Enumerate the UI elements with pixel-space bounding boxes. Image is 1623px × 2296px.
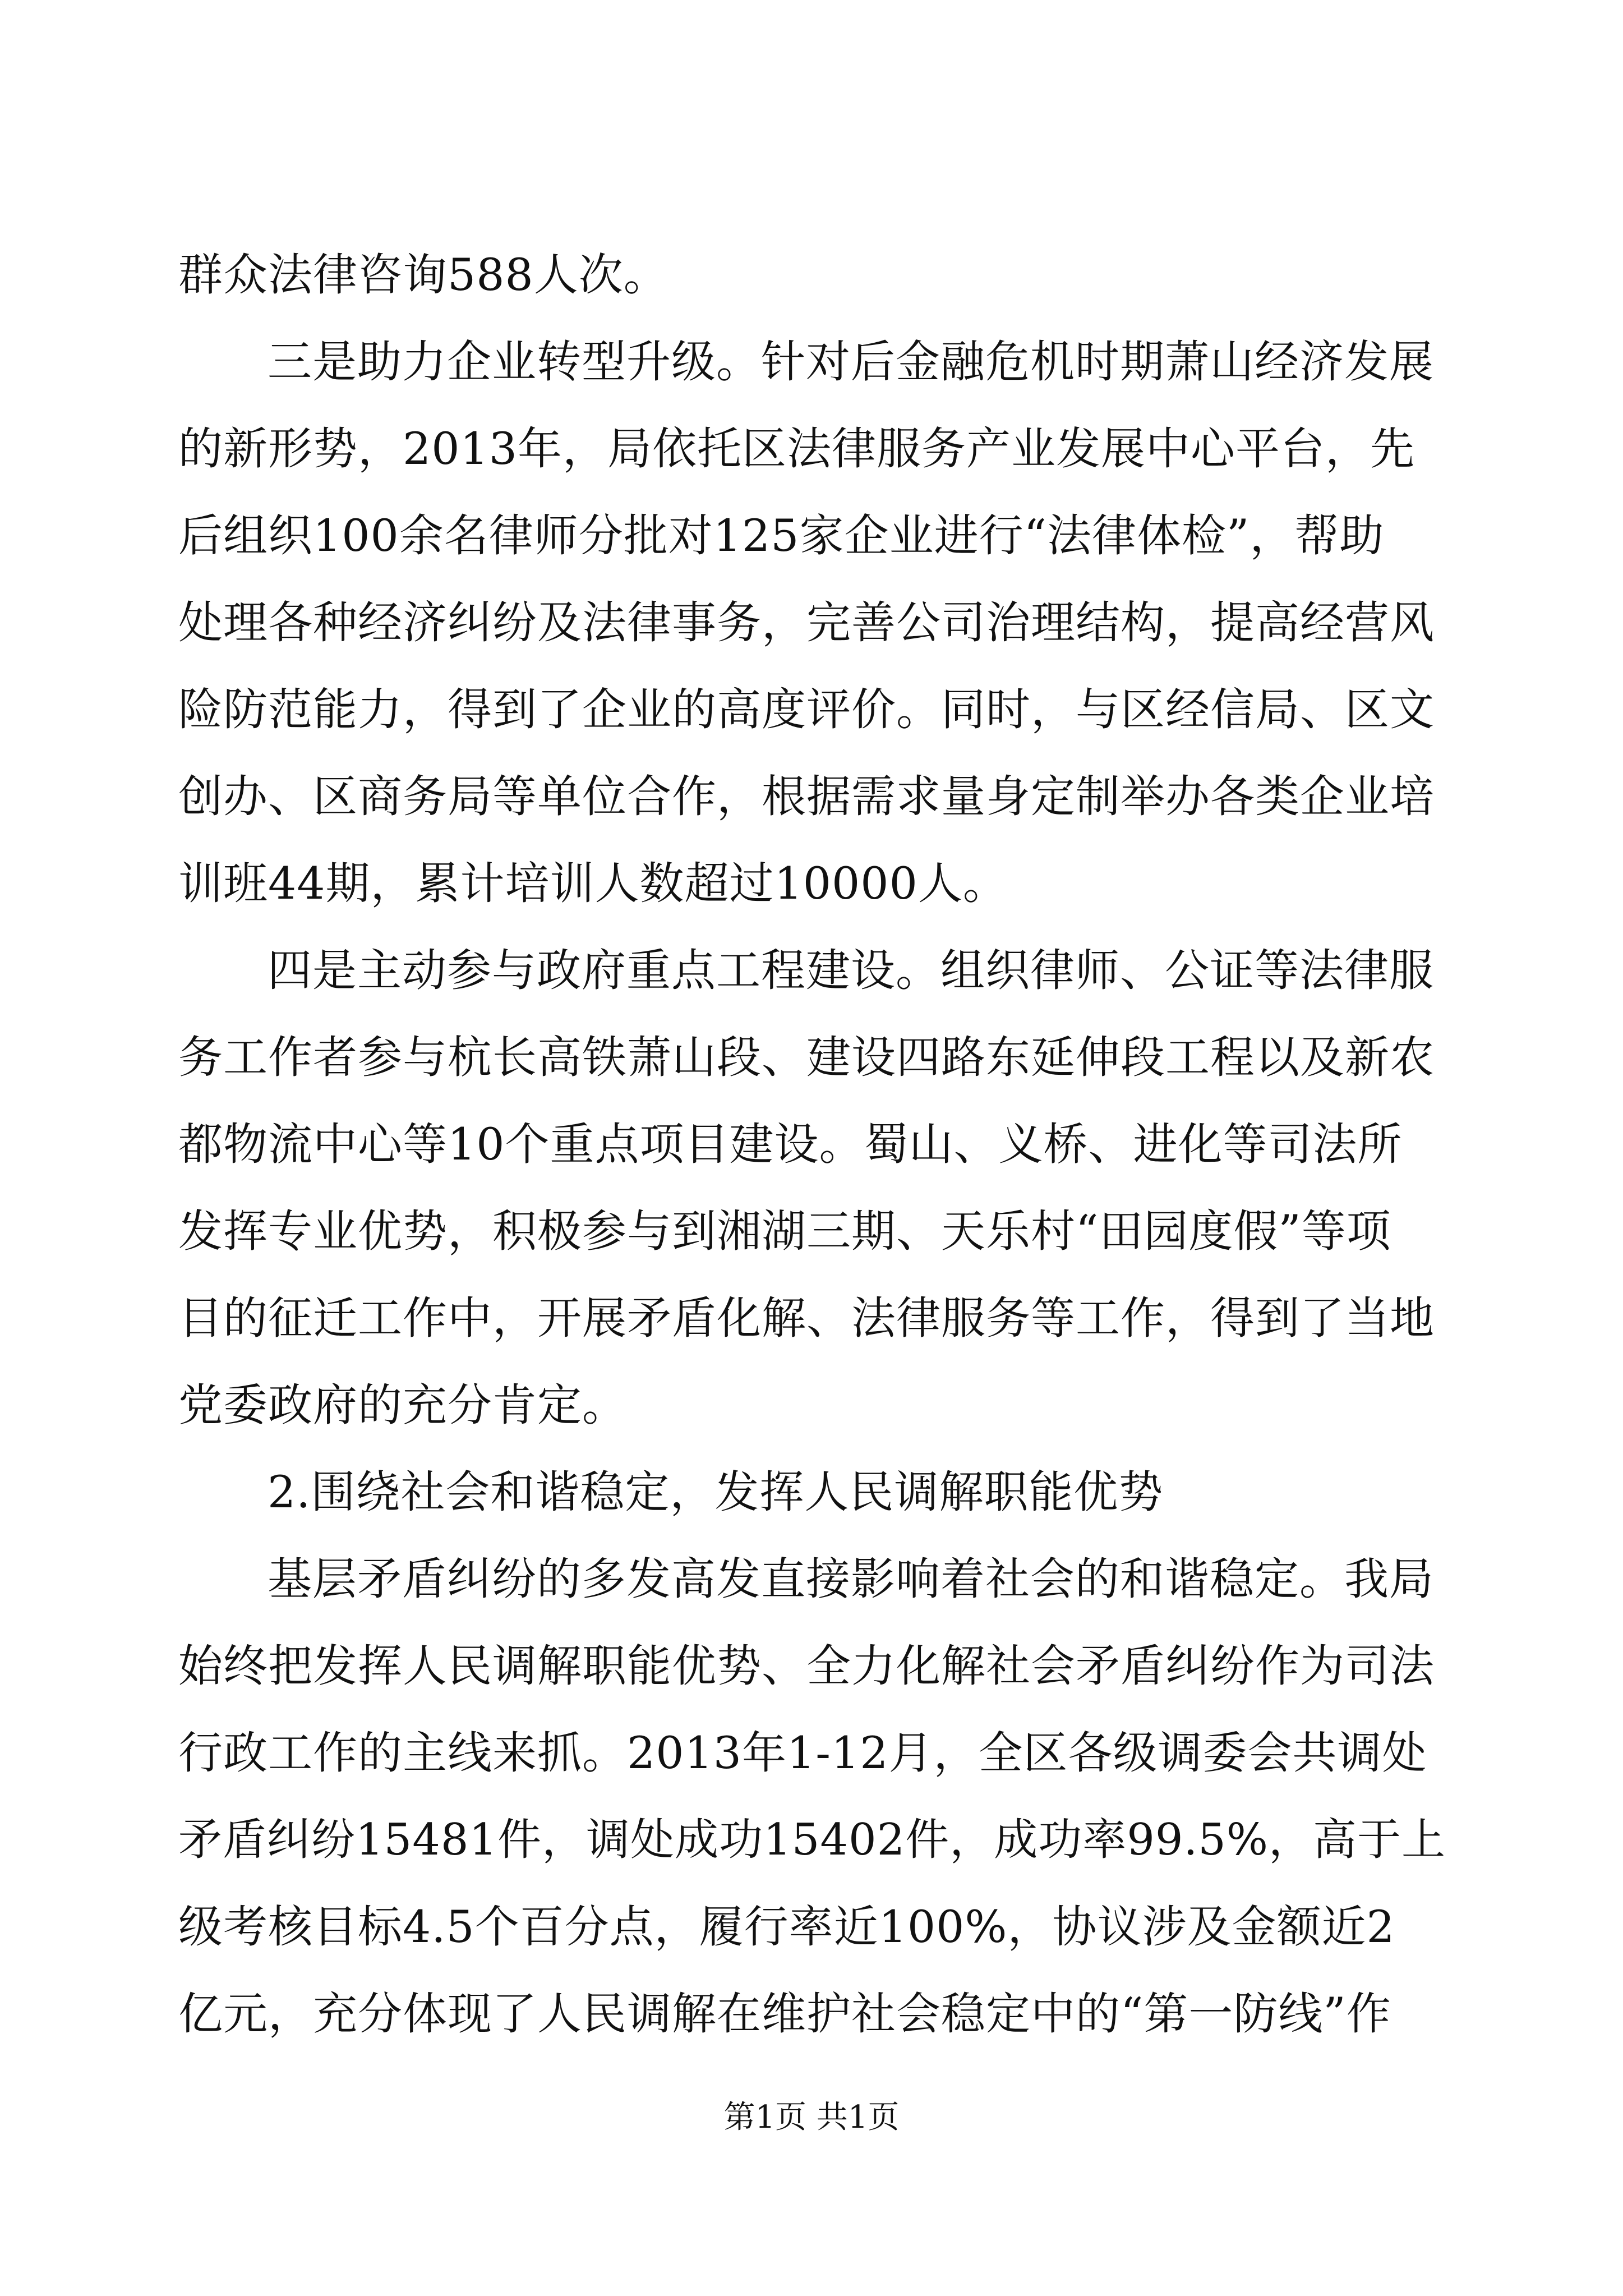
- text-line: 矛盾纠纷15481件，调处成功15402件，成功率99.5%，高于上: [178, 1815, 1446, 1865]
- text-line: 创办、区商务局等单位合作，根据需求量身定制举办各类企业培: [178, 771, 1435, 822]
- text-line: 亿元，充分体现了人民调解在维护社会稳定中的“第一防线”作: [178, 1988, 1391, 2040]
- paragraph-start-line: 三是助力企业转型升级。针对后金融危机时期萧山经济发展: [268, 336, 1434, 388]
- paragraph-start-line: 基层矛盾纠纷的多发高发直接影响着社会的和谐稳定。我局: [268, 1553, 1434, 1605]
- text-line: 发挥专业优势，积极参与到湘湖三期、天乐村“田园度假”等项: [178, 1205, 1391, 1257]
- section-heading: 2.围绕社会和谐稳定，发挥人民调解职能优势: [268, 1466, 1164, 1518]
- page-footer: 第1页 共1页: [723, 2099, 900, 2136]
- text-line: 都物流中心等10个重点项目建设。蜀山、义桥、进化等司法所: [178, 1119, 1403, 1170]
- text-line: 险防范能力，得到了企业的高度评价。同时，与区经信局、区文: [178, 684, 1435, 735]
- text-line: 级考核目标4.5个百分点，履行率近100%，协议涉及金额近2: [178, 1901, 1395, 1953]
- text-line: 的新形势，2013年，局依托区法律服务产业发展中心平台，先: [178, 423, 1415, 475]
- text-line: 训班44期，累计培训人数超过10000人。: [178, 858, 1008, 909]
- text-line: 群众法律咨询588人次。: [178, 249, 668, 301]
- text-line: 处理各种经济纠纷及法律事务，完善公司治理结构，提高经营风: [178, 597, 1435, 648]
- text-line: 后组织100余名律师分批对125家企业进行“法律体检”，帮助: [178, 510, 1385, 562]
- text-line: 始终把发挥人民调解职能优势、全力化解社会矛盾纠纷作为司法: [178, 1640, 1435, 1692]
- paragraph-start-line: 四是主动参与政府重点工程建设。组织律师、公证等法律服: [268, 945, 1434, 996]
- text-line: 务工作者参与杭长高铁萧山段、建设四路东延伸段工程以及新农: [178, 1032, 1435, 1083]
- text-line: 党委政府的充分肯定。: [178, 1379, 627, 1431]
- text-line: 目的征迁工作中，开展矛盾化解、法律服务等工作，得到了当地: [178, 1292, 1435, 1344]
- text-line: 行政工作的主线来抓。2013年1-12月，全区各级调委会共调处: [178, 1727, 1427, 1779]
